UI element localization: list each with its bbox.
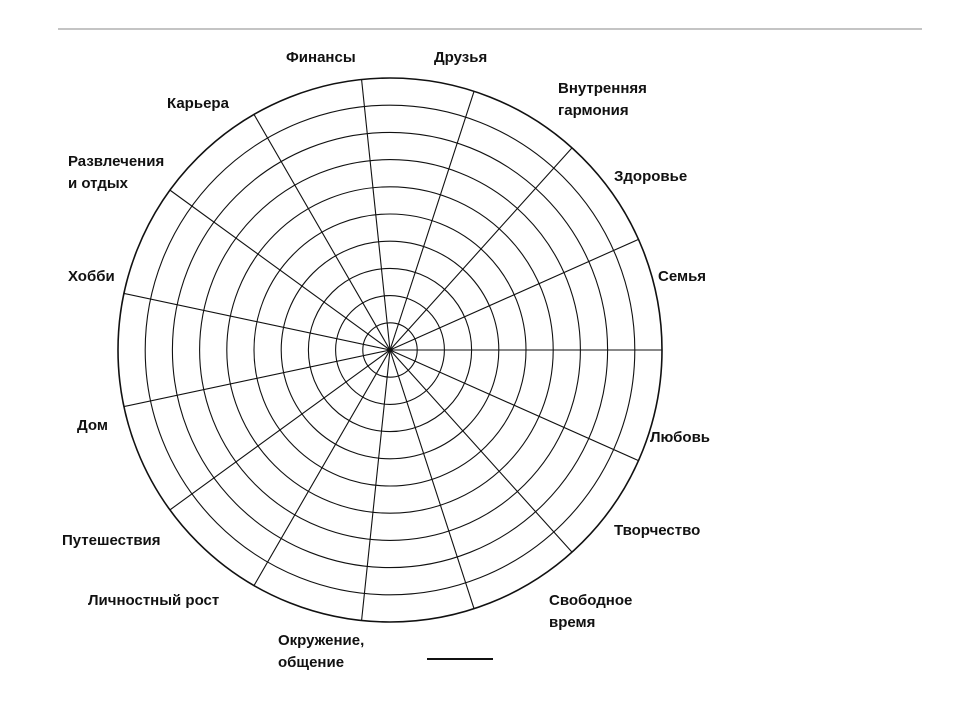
label-travel: Путешествия: [62, 532, 161, 549]
label-finance: Финансы: [286, 49, 356, 66]
label-home: Дом: [77, 417, 108, 434]
blank-label-line: [427, 658, 493, 660]
label-health: Здоровье: [614, 168, 688, 185]
label-entertainment: Развлечения и отдых: [68, 153, 165, 192]
label-environment: Окружение, общение: [278, 632, 365, 671]
label-inner-harmony: Внутренняя гармония: [558, 80, 647, 119]
label-family: Семья: [658, 268, 707, 285]
label-personal-growth: Личностный рост: [88, 592, 220, 609]
label-friends: Друзья: [434, 49, 488, 66]
label-creativity: Творчество: [614, 522, 701, 539]
label-love: Любовь: [650, 429, 711, 446]
label-hobby: Хобби: [68, 268, 115, 285]
label-career: Карьера: [167, 95, 229, 112]
label-free-time: Свободное время: [549, 592, 633, 631]
